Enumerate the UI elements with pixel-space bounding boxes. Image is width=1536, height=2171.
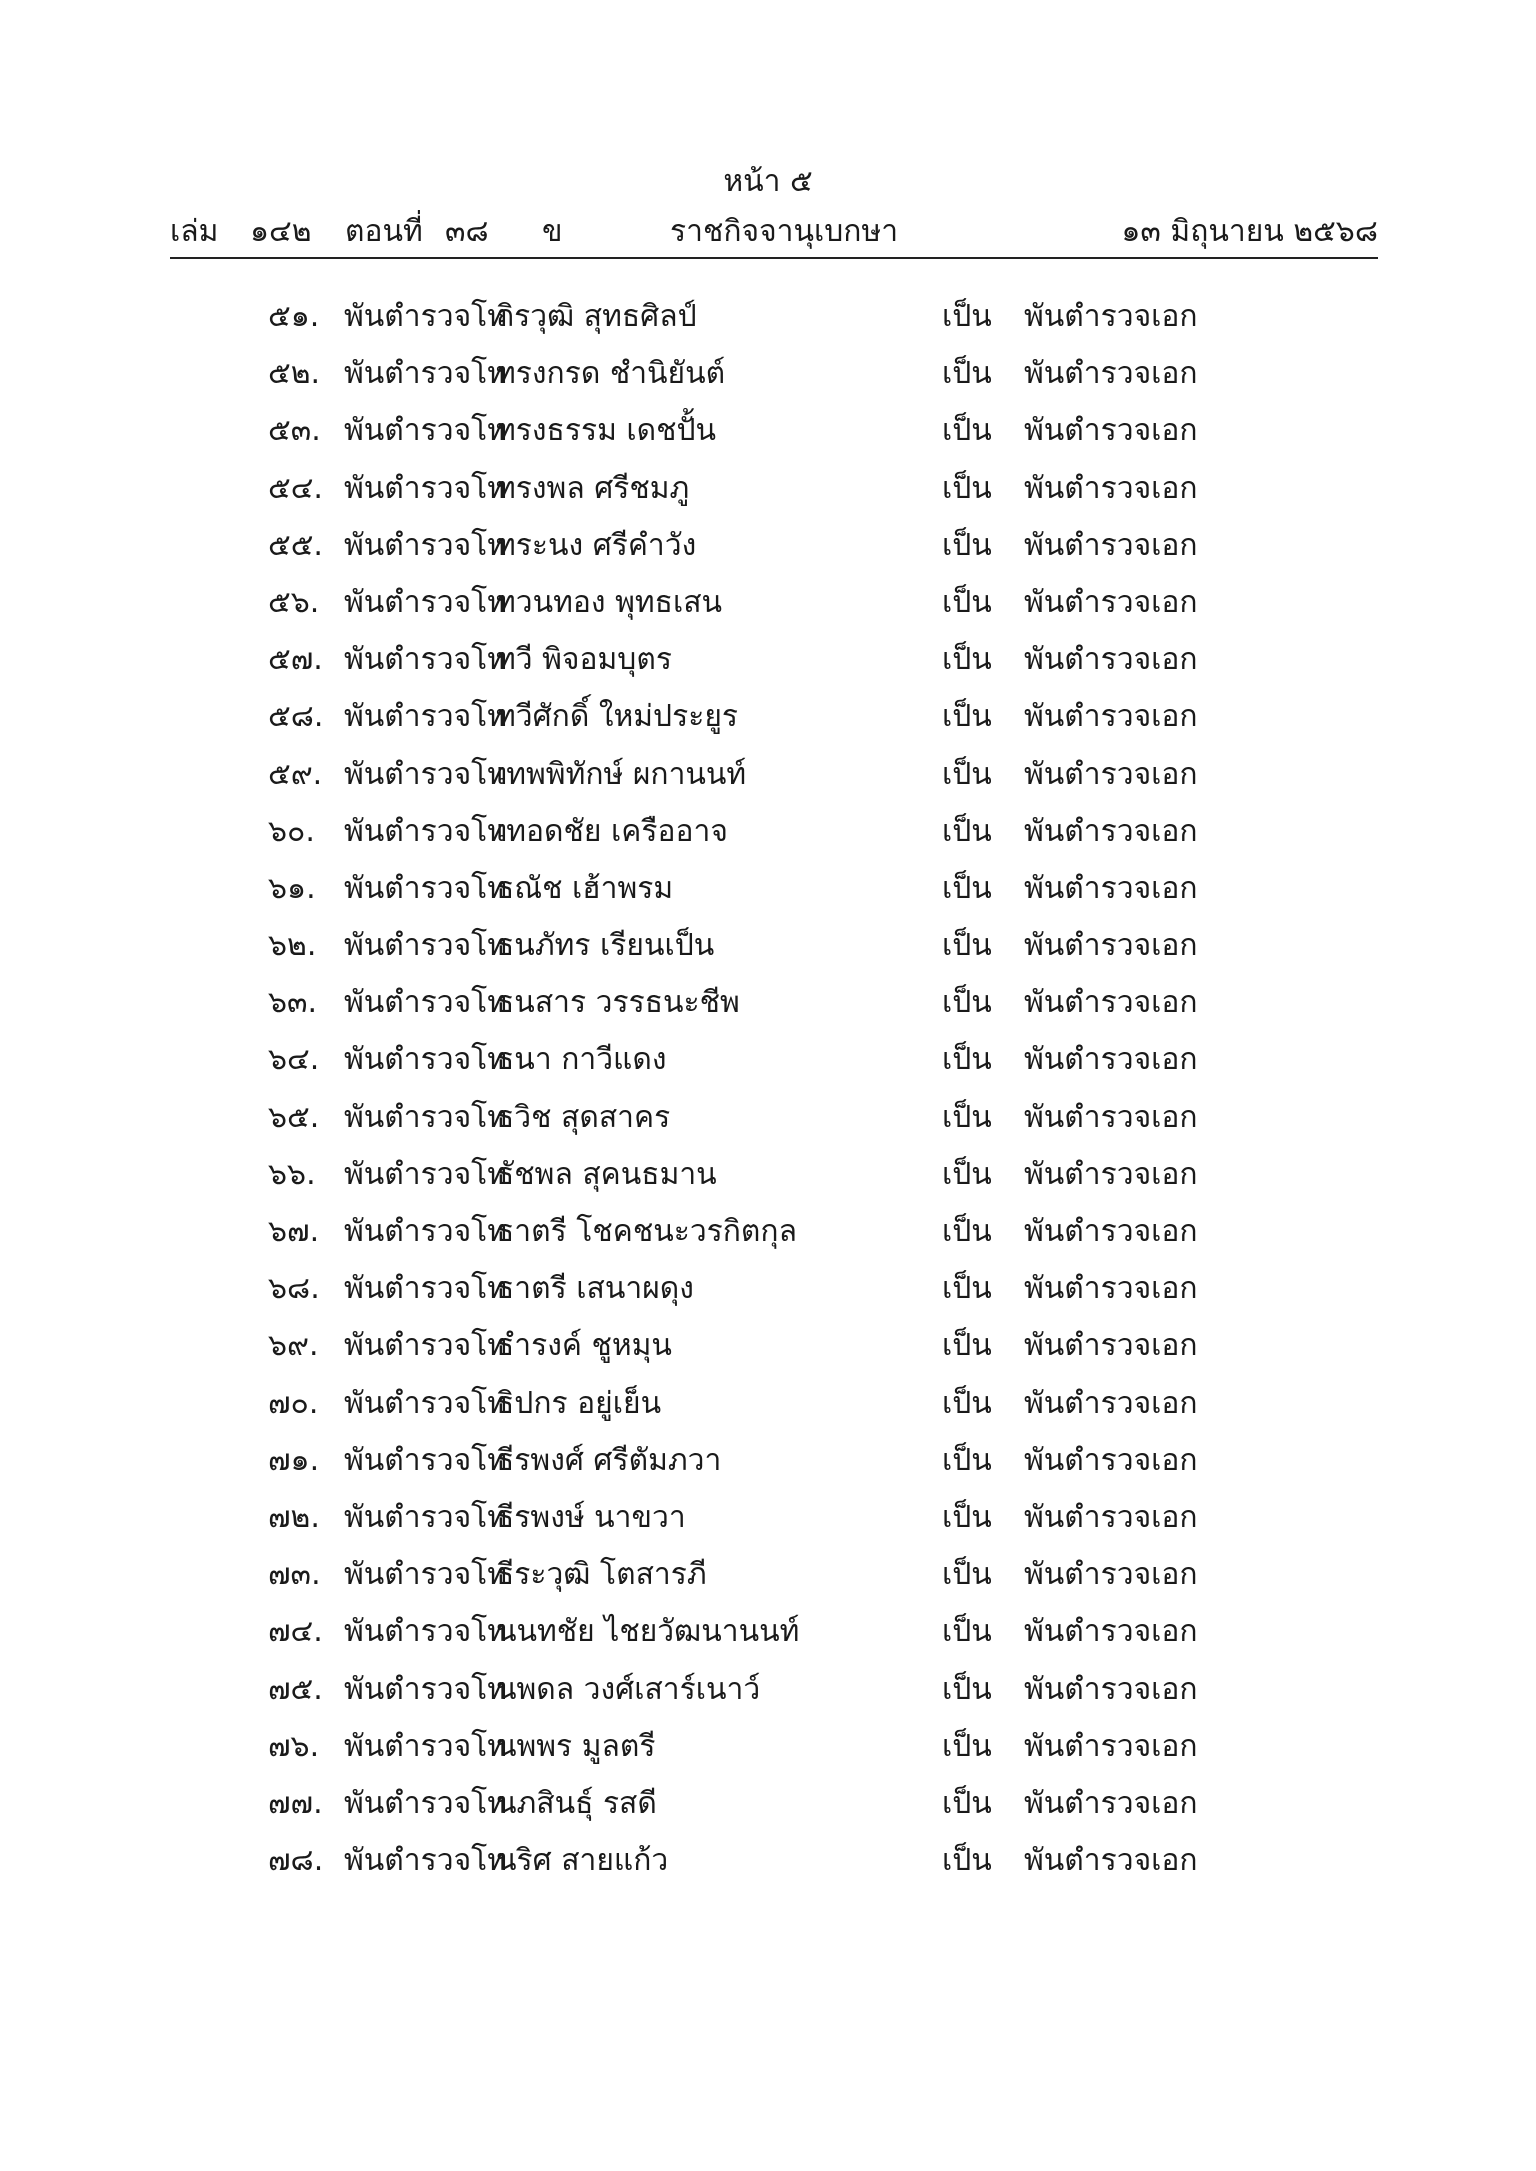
new-rank: พันตำรวจเอก — [1024, 928, 1198, 964]
promotion-verb: เป็น — [942, 1499, 992, 1535]
promotion-verb: เป็น — [942, 756, 992, 792]
list-item — [0, 1203, 1536, 1260]
promotion-verb: เป็น — [942, 413, 992, 449]
officer-name: ธวิช สุดสาคร — [496, 1099, 671, 1135]
promotion-verb: เป็น — [942, 299, 992, 334]
issue-number: ๓๘ — [445, 214, 489, 249]
promotion-verb: เป็น — [942, 1214, 992, 1249]
item-number: ๖๐. — [268, 813, 315, 849]
promotion-verb: เป็น — [942, 1385, 992, 1421]
current-rank: พันตำรวจโท — [344, 527, 508, 563]
list-item — [0, 1661, 1536, 1718]
item-number: ๖๓. — [268, 985, 318, 1021]
list-item — [0, 1089, 1536, 1146]
list-item — [0, 1546, 1536, 1603]
officer-name: ธีระวุฒิ โตสารภี — [496, 1557, 707, 1593]
new-rank: พันตำรวจเอก — [1024, 1442, 1198, 1478]
promotion-verb: เป็น — [942, 527, 992, 563]
header-divider — [170, 257, 1378, 259]
list-item — [0, 1489, 1536, 1546]
promotion-verb: เป็น — [942, 1442, 992, 1478]
new-rank: พันตำรวจเอก — [1024, 356, 1198, 392]
promotion-verb: เป็น — [942, 1156, 992, 1192]
item-number: ๖๕. — [268, 1099, 320, 1135]
item-number: ๗๕. — [268, 1671, 323, 1707]
promotion-list — [0, 288, 1536, 1889]
volume-number: ๑๔๒ — [250, 214, 312, 249]
current-rank: พันตำรวจโท — [344, 1843, 508, 1879]
item-number: ๗๓. — [268, 1557, 321, 1593]
current-rank: พันตำรวจโท — [344, 1785, 508, 1821]
new-rank: พันตำรวจเอก — [1024, 1042, 1198, 1078]
item-number: ๗๔. — [268, 1614, 323, 1650]
new-rank: พันตำรวจเอก — [1024, 1214, 1198, 1249]
current-rank: พันตำรวจโท — [344, 1385, 508, 1421]
current-rank: พันตำรวจโท — [344, 413, 508, 449]
officer-name: ธนภัทร เรียนเป็น — [496, 928, 715, 964]
officer-name: ทรงธรรม เดชปั้น — [496, 413, 717, 449]
current-rank: พันตำรวจโท — [344, 870, 508, 906]
officer-name: ทรงพล ศรีชมภู — [496, 470, 690, 506]
new-rank: พันตำรวจเอก — [1024, 527, 1198, 563]
item-number: ๗๗. — [268, 1785, 323, 1821]
officer-name: ธนสาร วรรธนะชีพ — [496, 985, 740, 1021]
list-item — [0, 688, 1536, 745]
officer-name: ธนา กาวีแดง — [496, 1042, 667, 1078]
current-rank: พันตำรวจโท — [344, 642, 508, 678]
list-item — [0, 1603, 1536, 1660]
officer-name: ธีรพงศ์ ศรีตัมภวา — [496, 1442, 722, 1478]
current-rank: พันตำรวจโท — [344, 1671, 508, 1707]
current-rank: พันตำรวจโท — [344, 1271, 508, 1307]
list-item — [0, 402, 1536, 459]
item-number: ๕๘. — [268, 699, 324, 735]
new-rank: พันตำรวจเอก — [1024, 813, 1198, 849]
item-number: ๖๘. — [268, 1271, 320, 1307]
new-rank: พันตำรวจเอก — [1024, 1099, 1198, 1135]
new-rank: พันตำรวจเอก — [1024, 756, 1198, 792]
new-rank: พันตำรวจเอก — [1024, 985, 1198, 1021]
gazette-name: ราชกิจจานุเบกษา — [670, 214, 899, 249]
list-item — [0, 917, 1536, 974]
officer-name: ธาตรี เสนาผดุง — [496, 1271, 694, 1307]
promotion-verb: เป็น — [942, 356, 992, 392]
current-rank: พันตำรวจโท — [344, 584, 508, 620]
officer-name: ธาตรี โชคชนะวรกิตกุล — [496, 1214, 797, 1249]
current-rank: พันตำรวจโท — [344, 1499, 508, 1535]
current-rank: พันตำรวจโท — [344, 356, 508, 392]
item-number: ๗๑. — [268, 1442, 320, 1478]
current-rank: พันตำรวจโท — [344, 928, 508, 964]
current-rank: พันตำรวจโท — [344, 1728, 508, 1764]
promotion-verb: เป็น — [942, 470, 992, 506]
officer-name: ธณัช เฮ้าพรม — [496, 870, 674, 906]
gazette-header — [170, 210, 1378, 254]
list-item — [0, 803, 1536, 860]
list-item — [0, 345, 1536, 402]
list-item — [0, 574, 1536, 631]
item-number: ๕๔. — [268, 470, 323, 506]
new-rank: พันตำรวจเอก — [1024, 470, 1198, 506]
item-number: ๗๒. — [268, 1499, 320, 1535]
list-item — [0, 1832, 1536, 1889]
item-number: ๖๔. — [268, 1042, 320, 1078]
officer-name: ธีรพงษ์ นาขวา — [496, 1499, 686, 1535]
officer-name: ทระนง ศรีคำวัง — [496, 527, 697, 563]
promotion-verb: เป็น — [942, 642, 992, 678]
list-item — [0, 1775, 1536, 1832]
item-number: ๕๕. — [268, 527, 323, 563]
section-letter: ข — [542, 214, 563, 249]
list-item — [0, 1375, 1536, 1432]
item-number: ๗๖. — [268, 1728, 320, 1764]
promotion-verb: เป็น — [942, 1843, 992, 1879]
list-item — [0, 746, 1536, 803]
list-item — [0, 1718, 1536, 1775]
promotion-verb: เป็น — [942, 1671, 992, 1707]
promotion-verb: เป็น — [942, 1042, 992, 1078]
list-item — [0, 1031, 1536, 1088]
new-rank: พันตำรวจเอก — [1024, 1728, 1198, 1764]
new-rank: พันตำรวจเอก — [1024, 1385, 1198, 1421]
new-rank: พันตำรวจเอก — [1024, 870, 1198, 906]
item-number: ๕๑. — [268, 299, 320, 334]
item-number: ๕๗. — [268, 642, 323, 678]
item-number: ๖๗. — [268, 1214, 320, 1249]
new-rank: พันตำรวจเอก — [1024, 1671, 1198, 1707]
current-rank: พันตำรวจโท — [344, 1557, 508, 1593]
officer-name: ถิรวุฒิ สุทธศิลป์ — [496, 299, 697, 334]
officer-name: ทวี พิจอมบุตร — [496, 642, 672, 678]
officer-name: นพพร มูลตรี — [496, 1728, 656, 1764]
current-rank: พันตำรวจโท — [344, 813, 508, 849]
new-rank: พันตำรวจเอก — [1024, 1785, 1198, 1821]
officer-name: นนทชัย ไชยวัฒนานนท์ — [496, 1614, 800, 1650]
current-rank: พันตำรวจโท — [344, 699, 508, 735]
new-rank: พันตำรวจเอก — [1024, 1557, 1198, 1593]
item-number: ๕๖. — [268, 584, 320, 620]
current-rank: พันตำรวจโท — [344, 1328, 508, 1364]
officer-name: เทพพิทักษ์ ผกานนท์ — [496, 756, 747, 792]
item-number: ๖๖. — [268, 1156, 316, 1192]
promotion-verb: เป็น — [942, 1728, 992, 1764]
current-rank: พันตำรวจโท — [344, 1614, 508, 1650]
new-rank: พันตำรวจเอก — [1024, 1156, 1198, 1192]
officer-name: ธิปกร อยู่เย็น — [496, 1385, 662, 1421]
issue-label: ตอนที่ — [345, 214, 423, 249]
current-rank: พันตำรวจโท — [344, 299, 508, 334]
current-rank: พันตำรวจโท — [344, 1099, 508, 1135]
promotion-verb: เป็น — [942, 1557, 992, 1593]
item-number: ๕๙. — [268, 756, 323, 792]
list-item — [0, 974, 1536, 1031]
new-rank: พันตำรวจเอก — [1024, 642, 1198, 678]
promotion-verb: เป็น — [942, 1785, 992, 1821]
promotion-verb: เป็น — [942, 1271, 992, 1307]
volume-label: เล่ม — [170, 214, 219, 249]
list-item — [0, 860, 1536, 917]
officer-name: ทวีศักดิ์ ใหม่ประยูร — [496, 699, 739, 735]
current-rank: พันตำรวจโท — [344, 1042, 508, 1078]
new-rank: พันตำรวจเอก — [1024, 413, 1198, 449]
officer-name: ธำรงค์ ชูหมุน — [496, 1328, 672, 1364]
publication-date: ๑๓ มิถุนายน ๒๕๖๘ — [1121, 214, 1378, 249]
list-item — [0, 460, 1536, 517]
current-rank: พันตำรวจโท — [344, 1214, 508, 1249]
current-rank: พันตำรวจโท — [344, 1156, 508, 1192]
new-rank: พันตำรวจเอก — [1024, 299, 1198, 334]
list-item — [0, 288, 1536, 345]
item-number: ๗๘. — [268, 1843, 324, 1879]
current-rank: พันตำรวจโท — [344, 756, 508, 792]
list-item — [0, 1317, 1536, 1374]
list-item — [0, 517, 1536, 574]
new-rank: พันตำรวจเอก — [1024, 1843, 1198, 1879]
current-rank: พันตำรวจโท — [344, 985, 508, 1021]
list-item — [0, 631, 1536, 688]
item-number: ๕๓. — [268, 413, 321, 449]
promotion-verb: เป็น — [942, 985, 992, 1021]
officer-name: นภสินธุ์ รสดี — [496, 1785, 657, 1821]
item-number: ๗๐. — [268, 1385, 319, 1421]
new-rank: พันตำรวจเอก — [1024, 1614, 1198, 1650]
officer-name: ธัชพล สุคนธมาน — [496, 1156, 717, 1192]
promotion-verb: เป็น — [942, 1328, 992, 1364]
list-item — [0, 1146, 1536, 1203]
promotion-verb: เป็น — [942, 584, 992, 620]
promotion-verb: เป็น — [942, 1614, 992, 1650]
promotion-verb: เป็น — [942, 1099, 992, 1135]
list-item — [0, 1260, 1536, 1317]
item-number: ๖๒. — [268, 928, 317, 964]
officer-name: นริศ สายแก้ว — [496, 1843, 669, 1879]
officer-name: นพดล วงศ์เสาร์เนาว์ — [496, 1671, 761, 1707]
page-number: หน้า ๕ — [723, 164, 813, 199]
new-rank: พันตำรวจเอก — [1024, 1271, 1198, 1307]
officer-name: ทวนทอง พุทธเสน — [496, 584, 723, 620]
new-rank: พันตำรวจเอก — [1024, 699, 1198, 735]
promotion-verb: เป็น — [942, 699, 992, 735]
officer-name: ทรงกรด ชำนิยันต์ — [496, 356, 726, 392]
item-number: ๕๒. — [268, 356, 321, 392]
list-item — [0, 1432, 1536, 1489]
promotion-verb: เป็น — [942, 813, 992, 849]
new-rank: พันตำรวจเอก — [1024, 1499, 1198, 1535]
promotion-verb: เป็น — [942, 870, 992, 906]
officer-name: เทอดชัย เครืออาจ — [496, 813, 728, 849]
promotion-verb: เป็น — [942, 928, 992, 964]
new-rank: พันตำรวจเอก — [1024, 584, 1198, 620]
item-number: ๖๑. — [268, 870, 316, 906]
current-rank: พันตำรวจโท — [344, 470, 508, 506]
item-number: ๖๙. — [268, 1328, 319, 1364]
current-rank: พันตำรวจโท — [344, 1442, 508, 1478]
new-rank: พันตำรวจเอก — [1024, 1328, 1198, 1364]
